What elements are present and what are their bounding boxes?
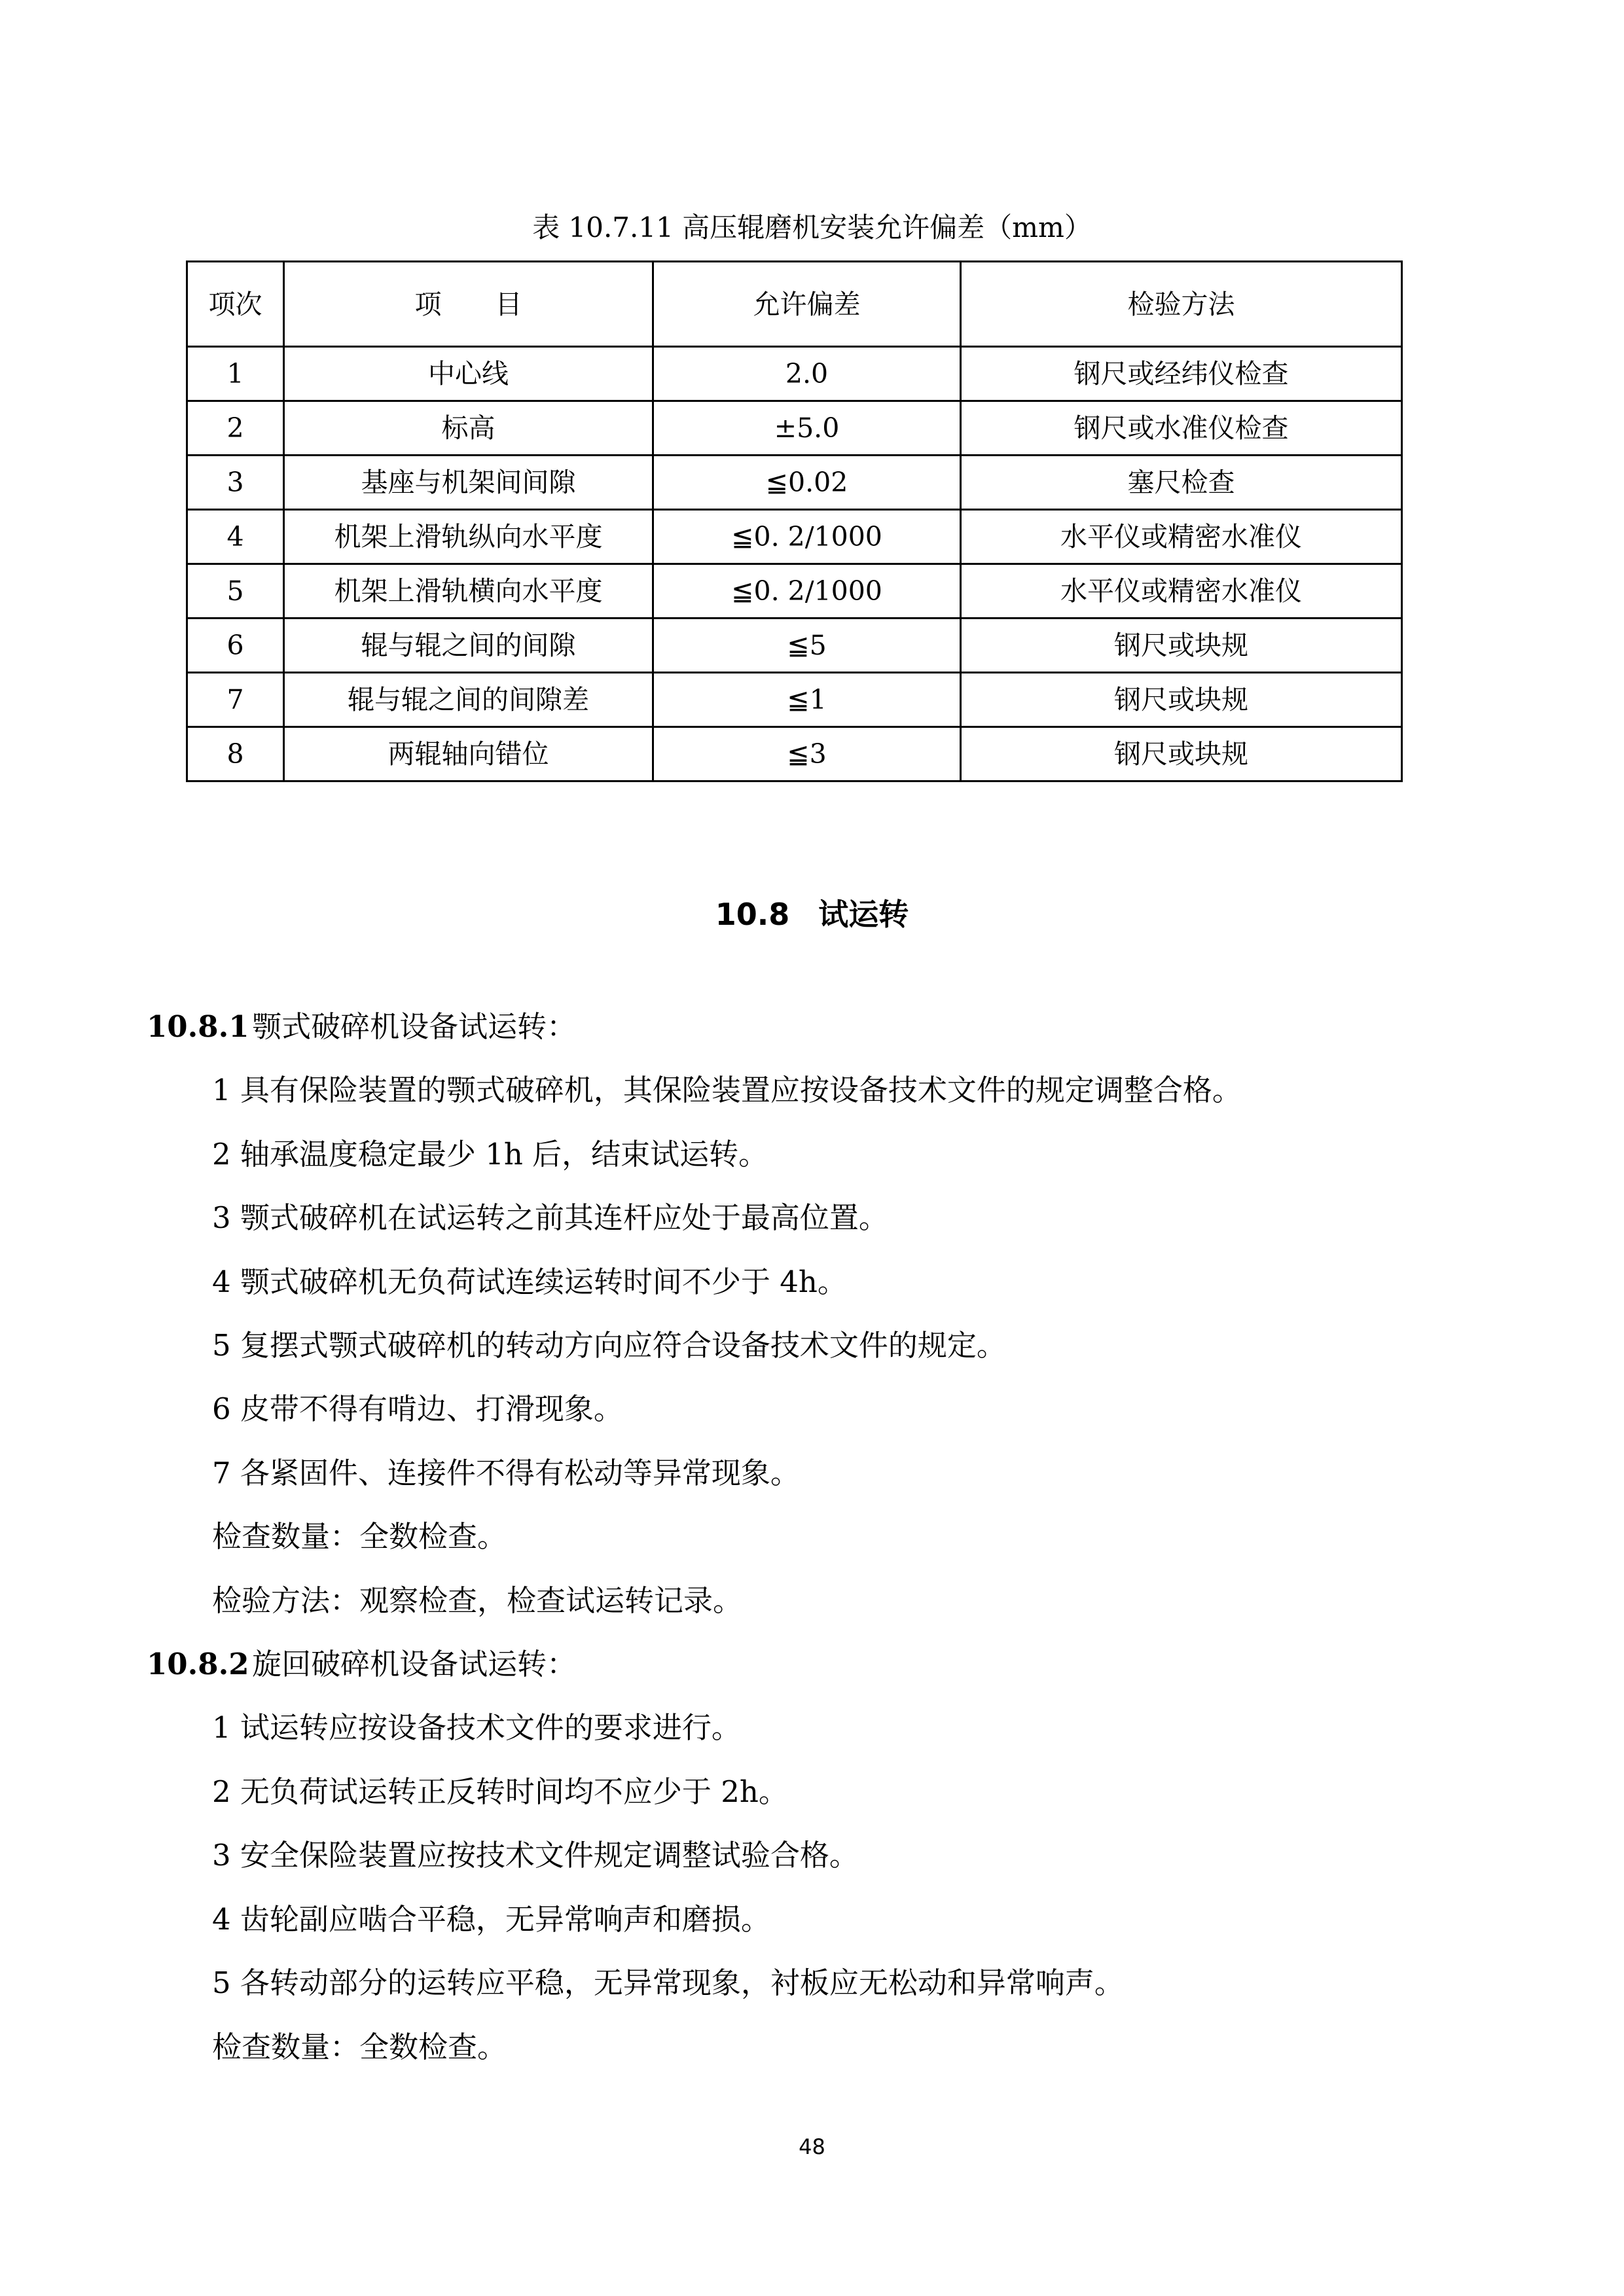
inspection-method: 检验方法：观察检查，检查试运转记录。 [212,1583,743,1618]
table-row [187,510,1402,564]
cell-method: 钢尺或块规 [961,727,1402,781]
section-heading [0,893,1624,935]
clause-heading [147,995,1469,1058]
cell-index: 8 [187,727,284,781]
cell-tolerance: ≦1 [653,673,961,727]
cell-tolerance: ≦0. 2/1000 [653,510,961,564]
clause-number: 10.8.1 [147,1009,249,1044]
cell-item: 中心线 [284,347,653,401]
table-row [187,727,1402,781]
list-item: 2 轴承温度稳定最少 1h 后，结束试运转。 [212,1136,768,1172]
body-text [147,995,1469,2079]
header-index: 项次 [187,262,284,347]
cell-index: 3 [187,456,284,510]
header-method: 检验方法 [961,262,1402,347]
list-item: 4 颚式破碎机无负荷试连续运转时间不少于 4h。 [212,1264,847,1299]
cell-method: 钢尺或块规 [961,673,1402,727]
clause-number: 10.8.2 [147,1647,249,1682]
clause-title: 颚式破碎机设备试运转： [252,1009,577,1044]
cell-method: 钢尺或经纬仪检查 [961,347,1402,401]
cell-item: 机架上滑轨纵向水平度 [284,510,653,564]
table-row [187,619,1402,673]
table-row [187,401,1402,456]
cell-item: 基座与机架间间隙 [284,456,653,510]
cell-index: 4 [187,510,284,564]
cell-index: 2 [187,401,284,456]
cell-tolerance: ≦0. 2/1000 [653,564,961,619]
cell-index: 5 [187,564,284,619]
header-item: 项 目 [284,262,653,347]
cell-item: 机架上滑轨横向水平度 [284,564,653,619]
clause-title: 旋回破碎机设备试运转： [252,1647,577,1682]
cell-method: 水平仪或精密水准仪 [961,510,1402,564]
cell-item: 辊与辊之间的间隙差 [284,673,653,727]
cell-method: 钢尺或块规 [961,619,1402,673]
cell-index: 7 [187,673,284,727]
header-tolerance: 允许偏差 [653,262,961,347]
list-item: 4 齿轮副应啮合平稳，无异常响声和磨损。 [212,1901,770,1937]
table-caption: 表 10.7.11 高压辊磨机安装允许偏差（mm） [532,211,1092,243]
cell-item: 标高 [284,401,653,456]
section-title-text: 试运转 [818,897,909,932]
cell-method: 水平仪或精密水准仪 [961,564,1402,619]
cell-method: 钢尺或水准仪检查 [961,401,1402,456]
inspection-quantity: 检查数量：全数检查。 [212,2029,507,2064]
cell-tolerance: ±5.0 [653,401,961,456]
cell-tolerance: ≦3 [653,727,961,781]
list-item: 5 各转动部分的运转应平稳，无异常现象，衬板应无松动和异常响声。 [212,1965,1124,2001]
tolerance-table [186,260,1403,782]
list-item: 2 无负荷试运转正反转时间均不应少于 2h。 [212,1774,788,1809]
list-item: 7 各紧固件、连接件不得有松动等异常现象。 [212,1455,800,1490]
cell-tolerance: 2.0 [653,347,961,401]
list-item: 3 安全保险装置应按技术文件规定调整试验合格。 [212,1838,859,1873]
clause-heading [147,1632,1469,1696]
list-item: 1 试运转应按设备技术文件的要求进行。 [212,1710,741,1746]
cell-index: 6 [187,619,284,673]
inspection-quantity: 检查数量：全数检查。 [212,1519,507,1554]
cell-tolerance: ≦5 [653,619,961,673]
list-item: 5 复摆式颚式破碎机的转动方向应符合设备技术文件的规定。 [212,1328,1006,1363]
list-item: 3 颚式破碎机在试运转之前其连杆应处于最高位置。 [212,1200,888,1236]
list-item: 1 具有保险装置的颚式破碎机，其保险装置应按设备技术文件的规定调整合格。 [212,1073,1242,1108]
cell-item: 两辊轴向错位 [284,727,653,781]
section-number: 10.8 [715,897,790,932]
table-row [187,347,1402,401]
cell-method: 塞尺检查 [961,456,1402,510]
table-row [187,673,1402,727]
cell-index: 1 [187,347,284,401]
table-row [187,456,1402,510]
table-row [187,564,1402,619]
page-number: 48 [799,2134,825,2159]
cell-tolerance: ≦0.02 [653,456,961,510]
table-header-row [187,262,1402,347]
list-item: 6 皮带不得有啃边、打滑现象。 [212,1391,623,1427]
cell-item: 辊与辊之间的间隙 [284,619,653,673]
